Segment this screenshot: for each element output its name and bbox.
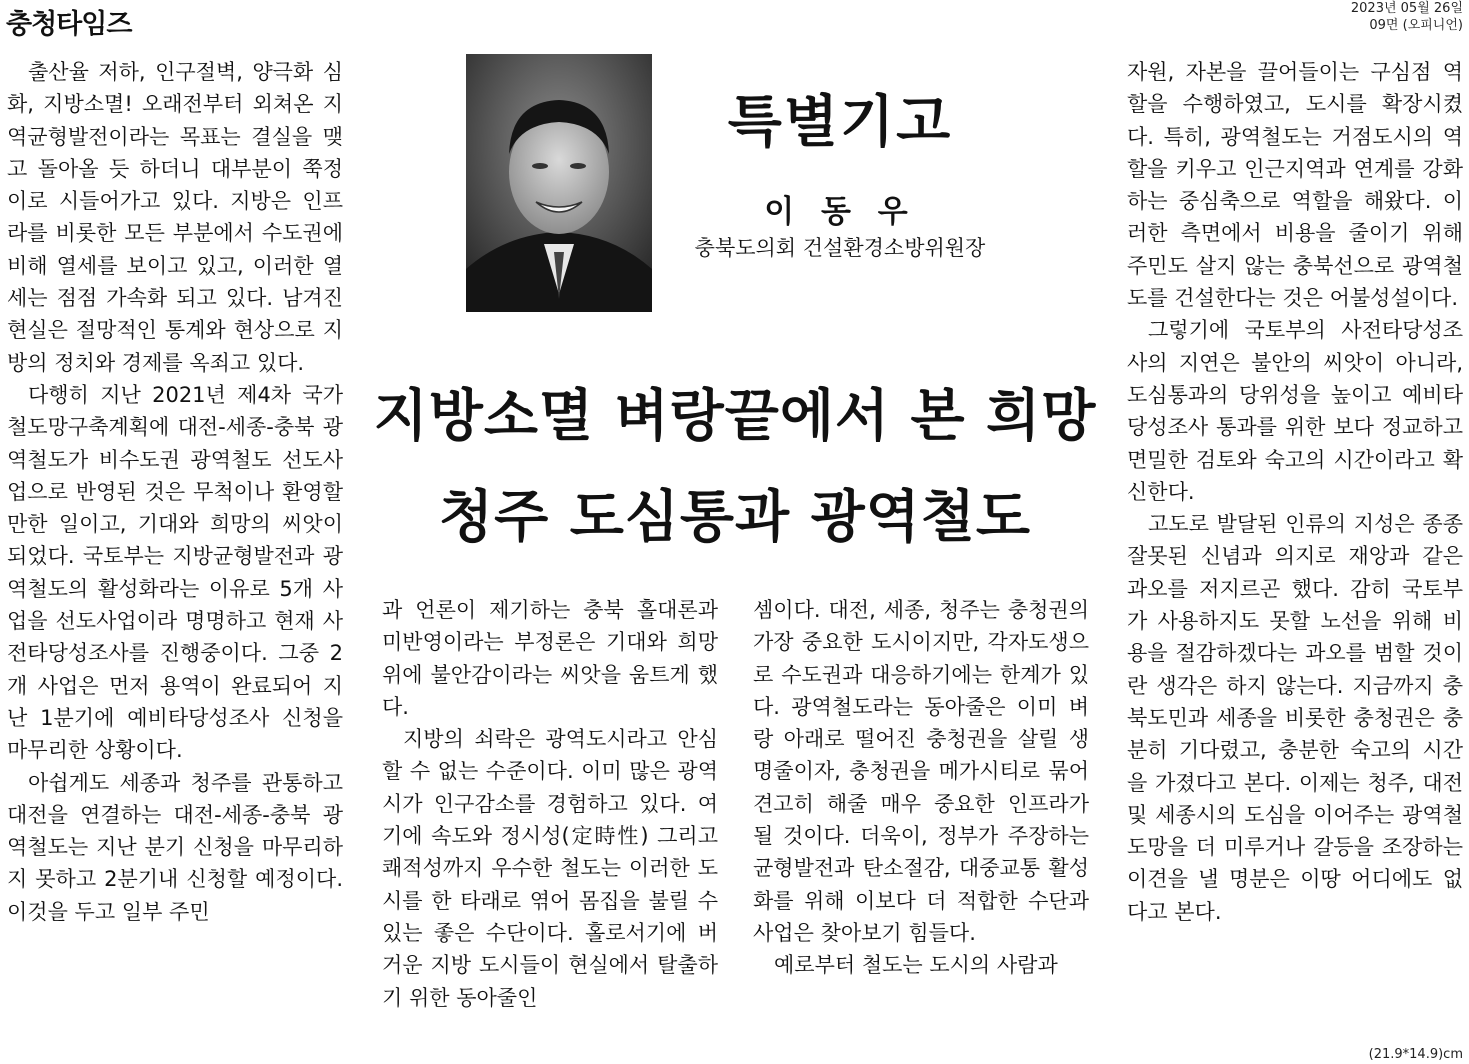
paragraph: 예로부터 철도는 도시의 사람과 [774,953,1058,978]
paragraph: 자원, 자본을 끌어들이는 구심점 역할을 수행하였고, 도시를 확장시켰다. 특히, 광역철도는 거점도시의 역할을 키우고 인근지역과 연계를 강화하는 중심축으로 역할을 해왔다. 이러한 측면에서 비용을 줄이기 위해 주민도 살지 않는 충북선으로 광역철도를 건설한다는 것은 어불성설이다. [1127,60,1463,311]
issue-page: 09면 (오피니언) [1369,18,1463,33]
paragraph: 셈이다. 대전, 세종, 청주는 충청권의 가장 중요한 도시이지만, 각자도생으로 수도권과 대응하기에는 한계가 있다. 광역철도라는 동아줄은 이미 벼랑 아래로 떨어진 충청권을 살릴 생명줄이자, 충청권을 메가시티로 묶어 견고히 해줄 매우 중요한 인프라가 될 것이다. 더욱이, 정부가 주장하는 균형발전과 탄소절감, 대중교통 활성화를 위해 이보다 더 적합한 수단과 사업은 찾아보기 힘들다. [753,598,1089,945]
paragraph: 지방의 쇠락은 광역도시라고 안심할 수 없는 수준이다. 이미 많은 광역시가 인구감소를 경험하고 있다. 여기에 속도와 정시성(定時性) 그리고 쾌적성까지 우수한 철도는 이러한 도시를 한 타래로 엮어 몸집을 불릴 수 있는 좋은 수단이다. 홀로서기에 버거운 지방 도시들이 현실에서 탈출하기 위한 동아줄인 [382,727,718,1010]
paragraph: 그렇기에 국토부의 사전타당성조사의 지연은 불안의 씨앗이 아니라, 도심통과의 당위성을 높이고 예비타당성조사 통과를 위한 보다 정교하고 면밀한 검토와 숙고의 시간이라고 확신한다. [1127,318,1463,504]
author-photo [466,54,652,312]
article-column-2 [382,594,718,1044]
article-column-1 [7,56,343,1044]
paragraph: 과 언론이 제기하는 충북 홀대론과 미반영이라는 부정론은 기대와 희망 위에 불안감이라는 씨앗을 움트게 했다. [382,598,718,719]
issue-meta [1351,0,1463,34]
paragraph: 다행히 지난 2021년 제4차 국가철도망구축계획에 대전-세종-충북 광역철도가 비수도권 광역철도 선도사업으로 반영된 것은 무척이나 환영할만한 일이고, 기대와 희망의 씨앗이 되었다. 국토부는 지방균형발전과 광역철도의 활성화라는 이유로 5개 사업을 선도사업이라 명명하고 현재 사전타당성조사를 진행중이다. 그중 2개 사업은 먼저 용역이 완료되어 지난 1분기에 예비타당성조사 신청을 마무리한 상황이다. [7,382,343,763]
article-column-3 [753,594,1089,1044]
paragraph: 아쉽게도 세종과 청주를 관통하고 대전을 연결하는 대전-세종-충북 광역철도는 지난 분기 신청을 마무리하지 못하고 2분기내 신청할 예정이다. 이것을 두고 일부 주민 [7,770,343,924]
publication-name: 충청타임즈 [6,9,132,40]
issue-date: 2023년 05월 26일 [1350,1,1463,16]
paragraph: 출산율 저하, 인구절벽, 양극화 심화, 지방소멸! 오래전부터 외쳐온 지역균형발전이라는 목표는 결실을 맺고 돌아올 듯 하더니 대부분이 쭉정이로 시들어가고 있다. 지방은 인프라를 비롯한 모든 부분에서 수도권에 비해 열세를 보이고 있고, 이러한 열세는 점점 가속화 되고 있다. 남겨진 현실은 절망적인 통계와 현상으로 지방의 정치와 경제를 옥죄고 있다. [7,60,343,375]
headline-line-2: 청주 도심통과 광역철도 [439,484,1031,550]
author-portrait-image [466,54,652,312]
author-title: 충북도의회 건설환경소방위원장 [694,236,986,260]
author-name: 이 동 우 [764,194,916,230]
headline-line-1: 지방소멸 벼랑끝에서 본 희망 [373,383,1097,449]
section-label: 특별기고 [727,90,953,155]
article-size-note: (21.9*14.9)cm [1368,1047,1463,1062]
paragraph: 고도로 발달된 인류의 지성은 종종 잘못된 신념과 의지로 재앙과 같은 과오를 저지르곤 했다. 감히 국토부가 사용하지도 못할 노선을 위해 비용을 절감하겠다는 과오를 범할 것이란 생각은 하지 않는다. 지금까지 충북도민과 세종을 비롯한 충청권은 충분히 기다렸고, 충분한 숙고의 시간을 가졌다고 본다. 이제는 청주, 대전 및 세종시의 도심을 이어주는 광역철도망을 더 미루거나 갈등을 조장하는 이견을 낼 명분은 이땅 어디에도 없다고 본다. [1127,512,1463,924]
article-column-4 [1127,56,1463,1044]
